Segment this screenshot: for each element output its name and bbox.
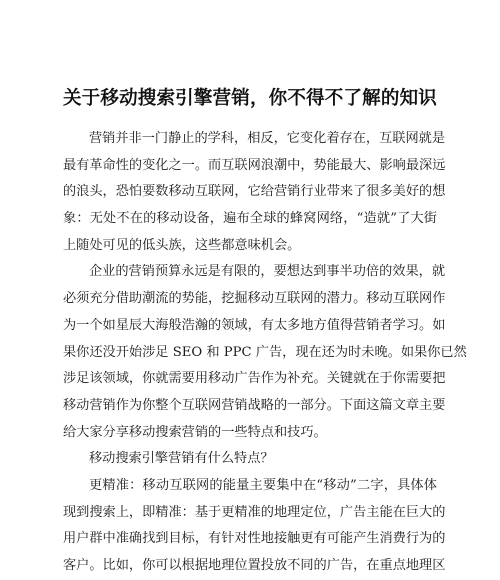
paragraph-line: 现到搜索上，即精准：基于更精准的地理定位，广告主能在巨大的	[63, 504, 446, 520]
paragraph-line: 上随处可见的低头族，这些都意味机会。	[63, 237, 301, 253]
paragraph-line: 用户群中准确找到目标，有针对性地接触更有可能产生消费行为的	[63, 531, 446, 547]
paragraph-line: 最有革命性的变化之一。而互联网浪潮中，势能最大、影响最深远	[63, 157, 446, 173]
paragraph-line: 为一个如星辰大海般浩瀚的领域，有太多地方值得营销者学习。如	[63, 317, 446, 333]
paragraph-line: 给大家分享移动搜索营销的一些特点和技巧。	[63, 424, 327, 440]
paragraph-line: 更精准：移动互联网的能量主要集中在“移动”二字，具体体	[89, 477, 437, 493]
paragraph-line: 涉足该领域，你就需要用移动广告作为补充。关键就在于你需要把	[63, 371, 446, 387]
section-heading: 移动搜索引擎营销有什么特点？	[89, 451, 274, 467]
paragraph-line: 企业的营销预算永远是有限的，要想达到事半功倍的效果，就	[89, 264, 446, 280]
paragraph-line: 必须充分借助潮流的势能，挖掘移动互联网的潜力。移动互联网作	[63, 291, 446, 307]
paragraph-line: 客户。比如，你可以根据地理位置投放不同的广告，在重点地理区	[63, 558, 446, 573]
paragraph-line: 的浪头，恐怕要数移动互联网，它给营销行业带来了很多美好的想	[63, 184, 446, 200]
paragraph-line: 果你还没开始涉足 SEO 和 PPC 广告，现在还为时未晚。如果你已然	[63, 344, 467, 360]
article-title: 关于移动搜索引擎营销，你不得不了解的知识	[62, 88, 437, 109]
paragraph-line: 营销并非一门静止的学科，相反，它变化着存在，互联网就是	[89, 131, 446, 146]
article-body	[63, 126, 467, 580]
paragraph-line: 移动营销作为你整个互联网营销战略的一部分。下面这篇文章主要	[63, 397, 446, 413]
paragraph-line: 象：无处不在的移动设备，遍布全球的蜂窝网络，“造就”了大街	[63, 211, 437, 227]
